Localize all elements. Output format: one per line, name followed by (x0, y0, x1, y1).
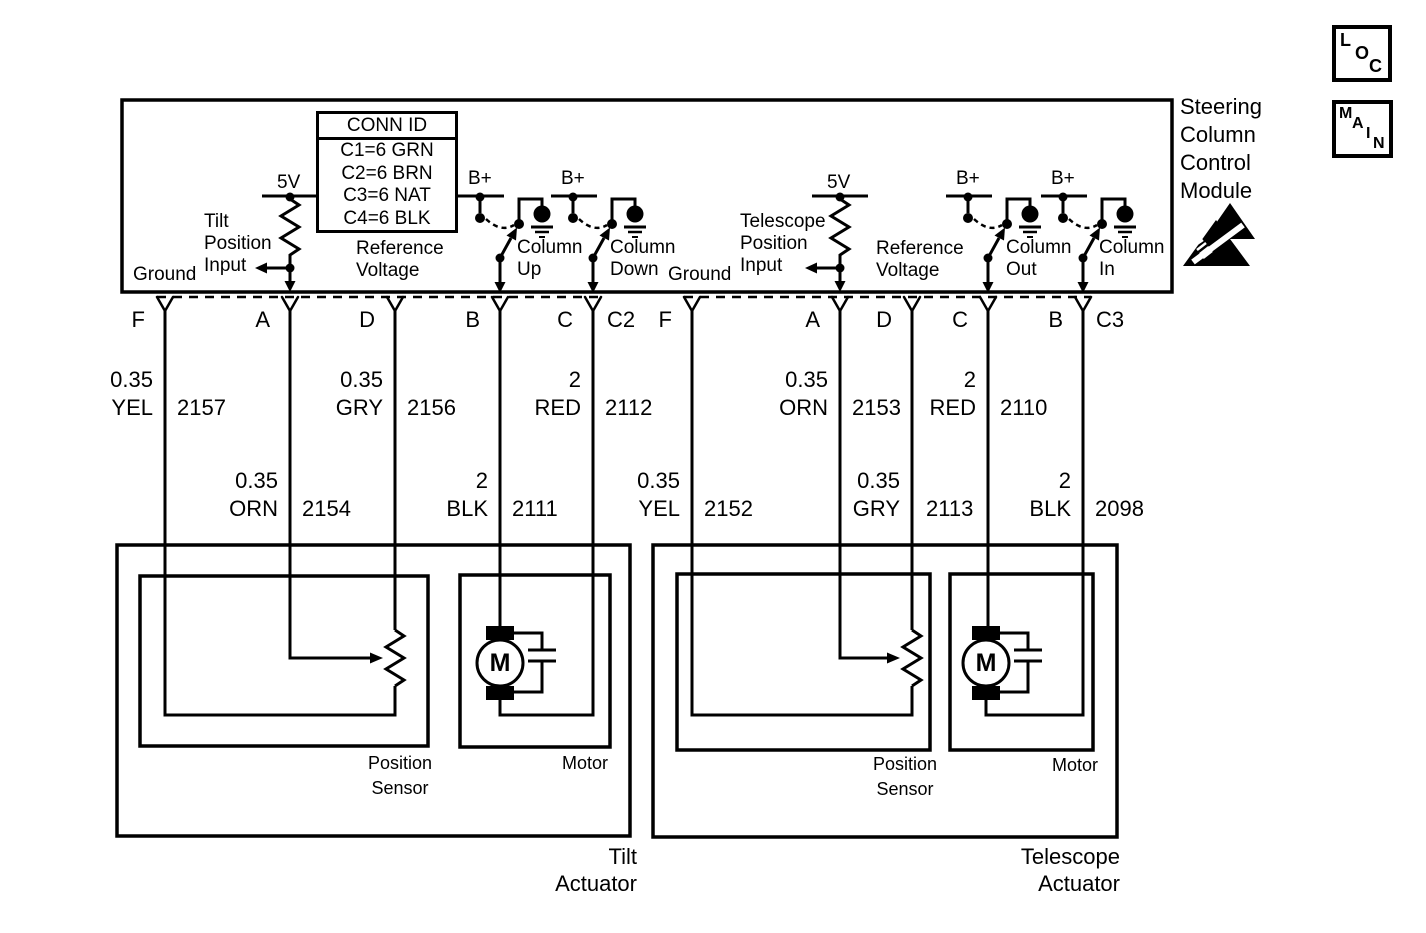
column-out-bplus-label: B+ (956, 168, 980, 189)
conn-id-row: C1=6 GRN (340, 140, 434, 161)
wire-circuit: 2112 (605, 395, 653, 420)
wire-gauge: 2 (568, 367, 581, 392)
connector-c2-id: C2 (607, 307, 636, 332)
telescope-motor-letter: M (975, 649, 997, 677)
telescope-motor-label: Motor (1051, 755, 1098, 775)
tilt-motor-letter: M (489, 649, 511, 677)
column-out-label: Column Out (1006, 237, 1072, 280)
wire-gauge-color (876, 366, 976, 422)
main-button[interactable] (1332, 100, 1393, 158)
pin-label: C (557, 307, 573, 332)
main-letter: N (1373, 135, 1385, 152)
tilt-potentiometer (386, 630, 404, 686)
column-down-label: Column Down (610, 237, 676, 280)
wire-gauge: 0.35 (785, 367, 828, 392)
module-title: Steering Column Control Module (1180, 94, 1262, 203)
wire-gauge-color (178, 467, 278, 523)
telescope-potentiometer (903, 630, 921, 686)
wire-color: RED (929, 395, 976, 420)
pin-label: A (255, 307, 270, 332)
loc-letter: C (1369, 56, 1382, 76)
loc-letter: L (1340, 30, 1351, 50)
conn-id-header: CONN ID (319, 114, 455, 140)
tilt-motor-label: Motor (561, 753, 608, 773)
wire-gauge-color (800, 467, 900, 523)
conn-id-table (316, 111, 458, 233)
main-letter: I (1366, 125, 1371, 142)
wire-left-A (290, 311, 370, 658)
pin-label: F (131, 307, 145, 332)
wire-color: ORN (779, 395, 828, 420)
telescope-actuator-title: Telescope Actuator (1020, 844, 1120, 896)
wire-circuit: 2111 (512, 496, 558, 521)
loc-button[interactable] (1332, 25, 1392, 82)
telescope-wiper-arrow (887, 653, 900, 664)
wire-circuit: 2110 (1000, 395, 1048, 420)
wire-circuit: 2154 (302, 496, 351, 521)
telescope-position-input-label: Telescope Position Input (740, 211, 826, 276)
wire-gauge-color (580, 467, 680, 523)
column-in-bplus-label: B+ (1051, 168, 1075, 189)
conn-id-row: C3=6 NAT (343, 185, 431, 206)
connector-c3-id: C3 (1096, 307, 1125, 332)
tilt-5v-label: 5V (277, 172, 301, 193)
tilt-position-sensor-box (140, 576, 428, 746)
pin-label: F (658, 307, 672, 332)
tilt-reference-voltage-label: Reference Voltage (356, 238, 444, 281)
wire-color: GRY (852, 496, 900, 521)
column-up-label: Column Up (517, 237, 583, 280)
wire-color: YEL (111, 395, 153, 420)
wire-gauge: 2 (475, 468, 488, 493)
wire-gauge-color (728, 366, 828, 422)
pin-label: D (876, 307, 892, 332)
wire-color: ORN (229, 496, 278, 521)
telescope-ground-label: Ground (668, 264, 732, 285)
wire-color: BLK (1029, 496, 1071, 521)
wire-circuit: 2152 (704, 496, 753, 521)
wire-gauge: 0.35 (857, 468, 900, 493)
conn-id-row: C2=6 BRN (341, 162, 433, 184)
tilt-position-sensor-label: Position Sensor (367, 753, 433, 798)
wire-gauge: 0.35 (637, 468, 680, 493)
conn-id-row: C4=6 BLK (343, 207, 431, 229)
wire-color: BLK (446, 496, 488, 521)
wire-circuit: 2153 (852, 395, 901, 420)
wire-color: GRY (335, 395, 383, 420)
tilt-ground-label: Ground (133, 264, 197, 285)
esd-icon (1183, 203, 1255, 266)
telescope-reference-voltage-label: Reference Voltage (876, 238, 964, 281)
wire-gauge-color (283, 366, 383, 422)
column-up-bplus-label: B+ (468, 168, 492, 189)
loc-letter: O (1355, 43, 1370, 63)
wire-circuit: 2113 (926, 496, 974, 521)
pin-label: A (805, 307, 820, 332)
wire-color: RED (534, 395, 581, 420)
tilt-wiper-arrow (370, 653, 383, 664)
wire-gauge-color (388, 467, 488, 523)
wire-circuit: 2098 (1095, 496, 1144, 521)
wire-color: YEL (638, 496, 680, 521)
wire-gauge-color (53, 366, 153, 422)
telescope-position-sensor-box (677, 574, 930, 750)
wire-gauge: 2 (963, 367, 976, 392)
tilt-actuator-title: Tilt Actuator (555, 844, 637, 896)
wire-gauge-color (971, 467, 1071, 523)
wire-circuit: 2156 (407, 395, 456, 420)
column-down-bplus-label: B+ (561, 168, 585, 189)
main-letter: A (1352, 115, 1364, 132)
pin-label: B (1048, 307, 1063, 332)
wire-gauge: 0.35 (110, 367, 153, 392)
wire-gauge-color (481, 366, 581, 422)
pin-label: C (952, 307, 968, 332)
wire-gauge: 2 (1058, 468, 1071, 493)
column-in-label: Column In (1099, 237, 1165, 280)
telescope-position-sensor-label: Position Sensor (872, 754, 938, 799)
wire-circuit: 2157 (177, 395, 226, 420)
main-letter: M (1339, 105, 1353, 122)
pin-label: D (359, 307, 375, 332)
telescope-5v-label: 5V (827, 172, 851, 193)
wire-gauge: 0.35 (340, 367, 383, 392)
wire-gauge: 0.35 (235, 468, 278, 493)
tilt-position-input-label: Tilt Position Input (204, 211, 272, 276)
pin-label: B (465, 307, 480, 332)
